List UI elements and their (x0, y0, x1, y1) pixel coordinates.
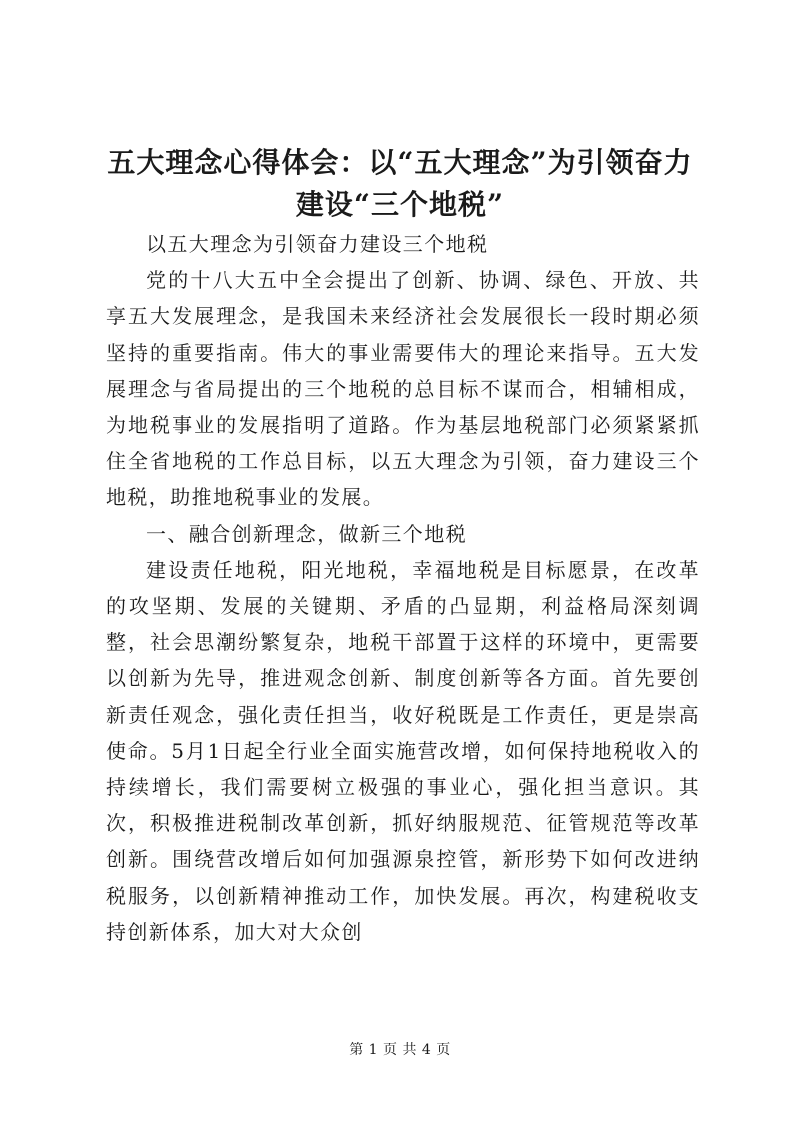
subtitle-paragraph: 以五大理念为引领奋力建设三个地税 (146, 232, 489, 256)
body-paragraph: 建设责任地税，阳光地税，幸福地税是目标愿景，在改革的攻坚期、发展的关键期、矛盾的凸显期，利益格局深刻调整，社会思潮纷繁复杂，地税干部置于这样的环境中，更需要以创新为先导，推进观念创新、制度创新等各方面。首先要创新责任观念，强化责任担当，收好税既是工作责任，更是崇高使命。5月1日起全行业全面实施营改增，如何保持地税收入的持续增长，我们需要树立极强的事业心，强化担当意识。其次，积极推进税制改革创新，抓好纳服规范、征管规范等改革创新。围绕营改增后如何加强源泉控管，新形势下如何改进纳税服务，以创新精神推动工作，加快发展。再次，构建税收支持创新体系，加大对大众创 (106, 557, 700, 944)
document-title: 五大理念心得体会：以“五大理念”为引领奋力建设“三个地税” (107, 146, 693, 221)
body-paragraph: 党的十八大五中全会提出了创新、协调、绿色、开放、共享五大发展理念，是我国未来经济社会发展很长一段时期必须坚持的重要指南。伟大的事业需要伟大的理论来指导。五大发展理念与省局提出的三个地税的总目标不谋而合，相辅相成，为地税事业的发展指明了道路。作为基层地税部门必须紧紧抓住全省地税的工作总目标，以五大理念为引领，奋力建设三个地税，助推地税事业的发展。 (106, 268, 700, 510)
document-body (106, 226, 700, 950)
section-heading: 一、融合创新理念，做新三个地税 (146, 521, 467, 546)
page-number-footer: 第 1 页 共 4 页 (349, 1042, 451, 1058)
